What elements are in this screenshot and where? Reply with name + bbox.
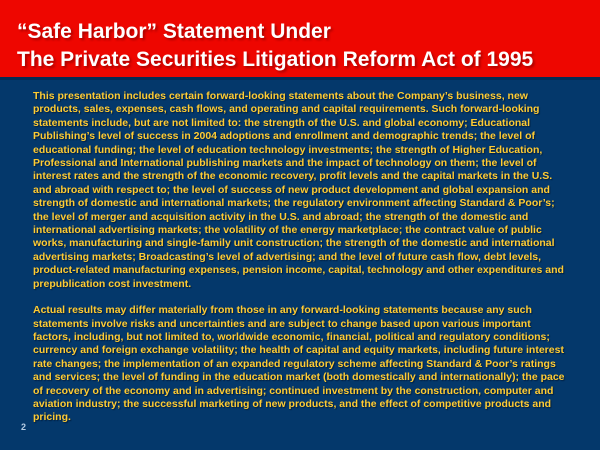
slide-title [17, 18, 533, 74]
slide-number: 2 [21, 422, 27, 432]
disclaimer-paragraph-2: Actual results may differ materially from those in any forward-looking statements because any such statements involve risks and uncertainties and are subject to change based upon various important factors, including, but not limited to, worldwide economic, financial, political and regulatory conditions; currency and foreign exchange volatility; the health of capital and equity markets, including future interest rate changes; the implementation of an expanded regulatory scheme affecting Standard & Poor’s ratings and services; the level of funding in the education market (both domestically and internationally); the pace of recovery of the economy and in advertising; continued investment by the construction, computer and aviation industry; the successful marketing of new products, and the effect of competitive products and pricing. [33, 304, 565, 424]
slide-title-line2: The Private Securities Litigation Reform Act of 1995 [17, 48, 534, 71]
slide-title-line1: “Safe Harbor” Statement Under [17, 20, 331, 43]
disclaimer-text [33, 90, 571, 438]
title-banner [0, 0, 600, 80]
disclaimer-paragraph-1: This presentation includes certain forward-looking statements about the Company’s business, new products, sales, expenses, cash flows, and operating and capital requirements. Such forward-looking statements include, but are not limited to: the strength of the U.S. and global economy; Educational Publishing’s level of success in 2004 adoptions and enrollment and demographic trends; the level of educational funding; the level of education technology investments; the strength of Higher Education, Professional and International publishing markets and the impact of technology on them; the level of interest rates and the strength of the economic recovery, profit levels and the capital markets in the U.S. and abroad with respect to; the level of success of new product development and global expansion and strength of domestic and international markets; the regulatory environment affecting Standard & Poor’s; the level of merger and acquisition activity in the U.S. and abroad; the strength of the domestic and international advertising markets; the volatility of the energy marketplace; the contract value of public works, manufacturing and single-family unit construction; the strength of the domestic and international advertising markets; Broadcasting’s level of advertising; and the level of future cash flow, debt levels, product-related manufacturing expenses, pension income, capital, technology and other expenditures and prepublication cost investment. [33, 90, 564, 290]
